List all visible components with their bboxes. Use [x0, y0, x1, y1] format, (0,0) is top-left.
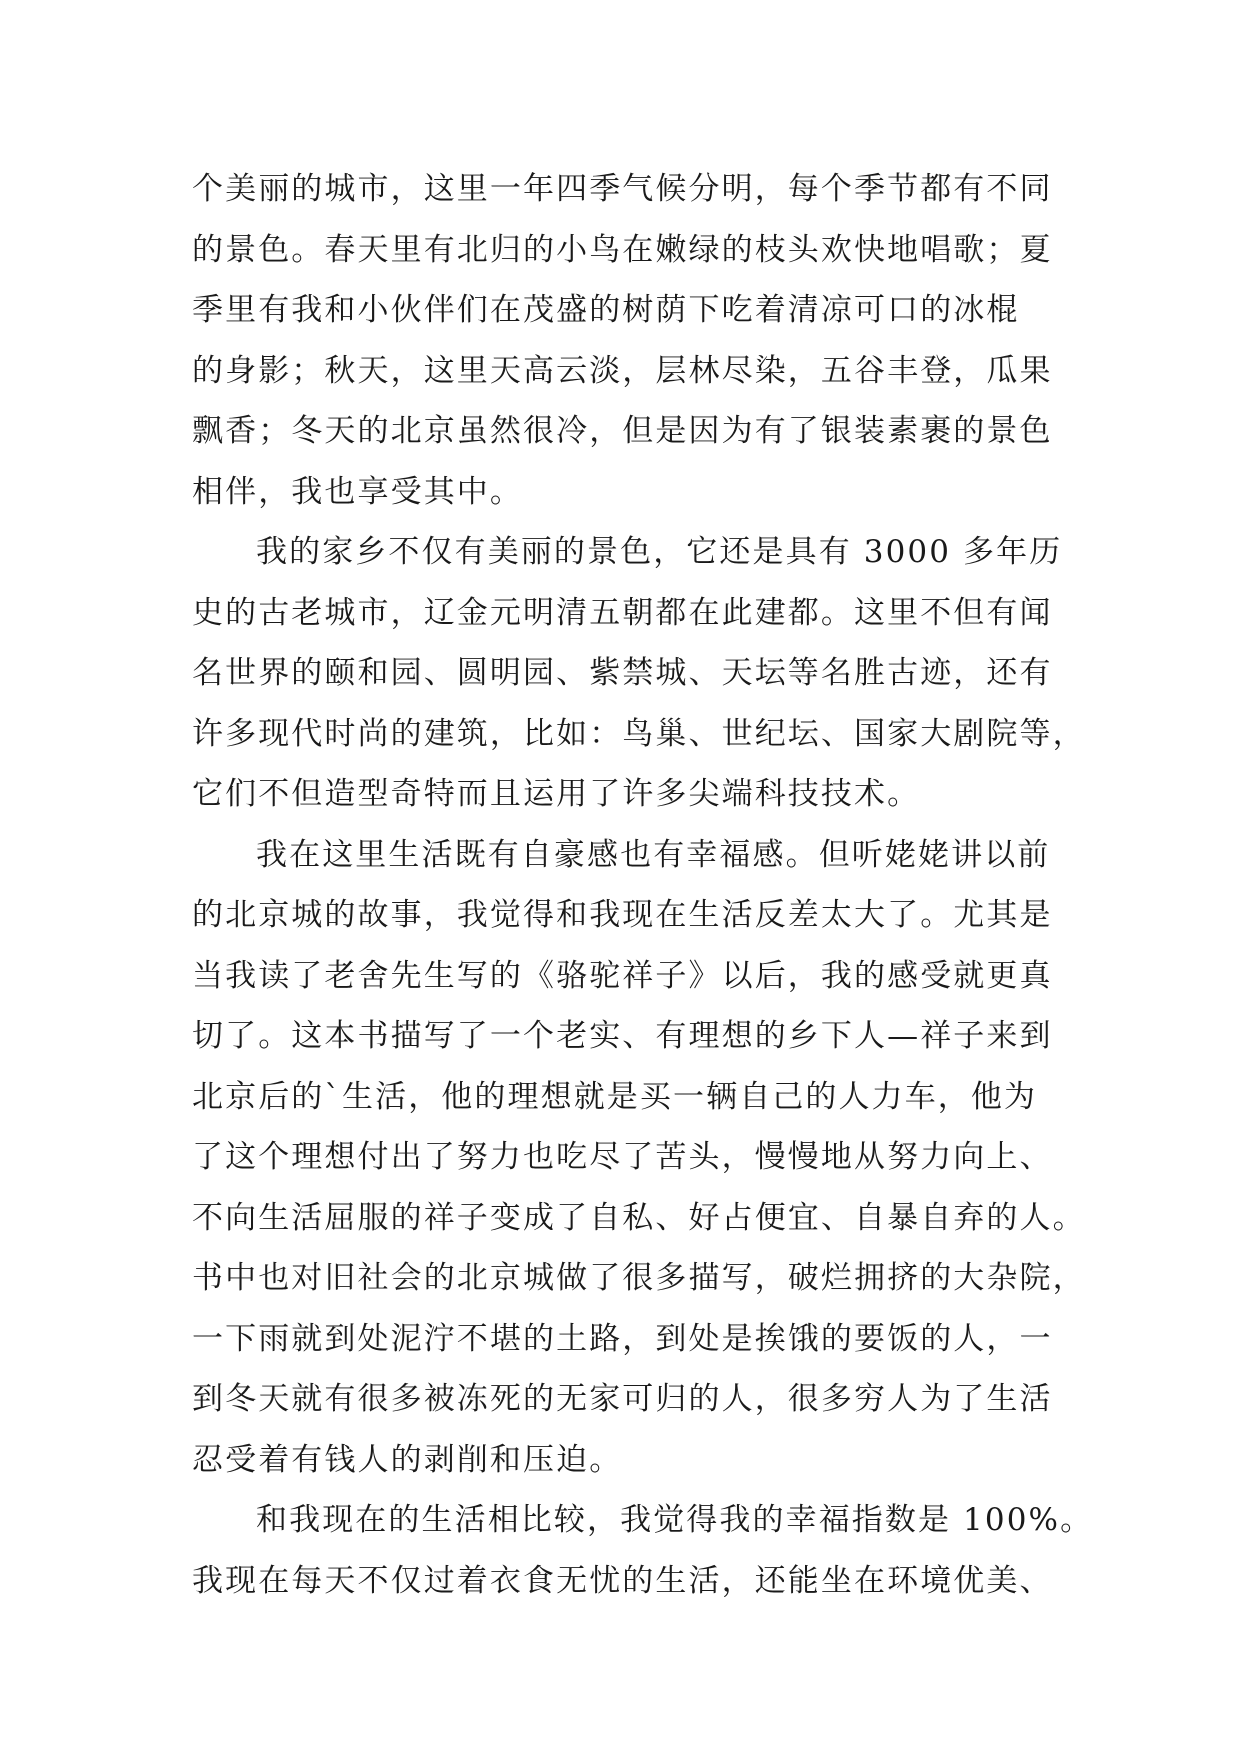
text-line: 名世界的颐和园、圆明园、紫禁城、天坛等名胜古迹，还有 — [192, 655, 1053, 691]
text-line: 季里有我和小伙伴们在茂盛的树荫下吃着清凉可口的冰棍 — [192, 292, 1020, 328]
text-line: 的北京城的故事，我觉得和我现在生活反差太大了。尤其是 — [192, 897, 1053, 933]
text-line: 当我读了老舍先生写的《骆驼祥子》以后，我的感受就更真 — [192, 957, 1053, 994]
text-line: 许多现代时尚的建筑，比如：鸟巢、世纪坛、国家大剧院等， — [192, 715, 1086, 752]
text-line: 切了。这本书描写了一个老实、有理想的乡下人—祥子来到 — [192, 1018, 1053, 1054]
paragraph-first-line: 我在这里生活既有自豪感也有幸福感。但听姥姥讲以前 — [256, 836, 1051, 873]
text-line: 它们不但造型奇特而且运用了许多尖端科技技术。 — [192, 776, 921, 812]
text-line: 的景色。春天里有北归的小鸟在嫩绿的枝头欢快地唱歌；夏 — [192, 231, 1053, 268]
text-line: 了这个理想付出了努力也吃尽了苦头，慢慢地从努力向上、 — [192, 1139, 1053, 1175]
text-line: 不向生活屈服的祥子变成了自私、好占便宜、自暴自弃的人。 — [192, 1199, 1086, 1236]
text-line: 我现在每天不仅过着衣食无忧的生活，还能坐在环境优美、 — [192, 1562, 1053, 1599]
text-line: 北京后的`生活，他的理想就是买一辆自己的人力车，他为 — [192, 1078, 1038, 1115]
text-line: 史的古老城市，辽金元明清五朝都在此建都。这里不但有闻 — [192, 594, 1053, 631]
text-line: 到冬天就有很多被冻死的无家可归的人，很多穷人为了生活 — [192, 1381, 1053, 1417]
text-line: 书中也对旧社会的北京城做了很多描写，破烂拥挤的大杂院， — [192, 1260, 1086, 1296]
text-line: 相伴，我也享受其中。 — [192, 473, 523, 510]
text-line: 一下雨就到处泥泞不堪的土路，到处是挨饿的要饭的人，一 — [192, 1320, 1053, 1357]
paragraph-first-line: 我的家乡不仅有美丽的景色，它还是具有 3000 多年历 — [256, 534, 1063, 570]
text-line: 飘香；冬天的北京虽然很冷，但是因为有了银装素裹的景色 — [192, 413, 1053, 449]
text-line: 个美丽的城市，这里一年四季气候分明，每个季节都有不同 — [192, 171, 1053, 207]
body-text — [192, 159, 1094, 1611]
text-line: 忍受着有钱人的剥削和压迫。 — [192, 1441, 623, 1478]
text-line: 的身影；秋天，这里天高云淡，层林尽染，五谷丰登，瓜果 — [192, 352, 1053, 389]
paragraph-first-line: 和我现在的生活相比较，我觉得我的幸福指数是 100%。 — [256, 1502, 1094, 1538]
